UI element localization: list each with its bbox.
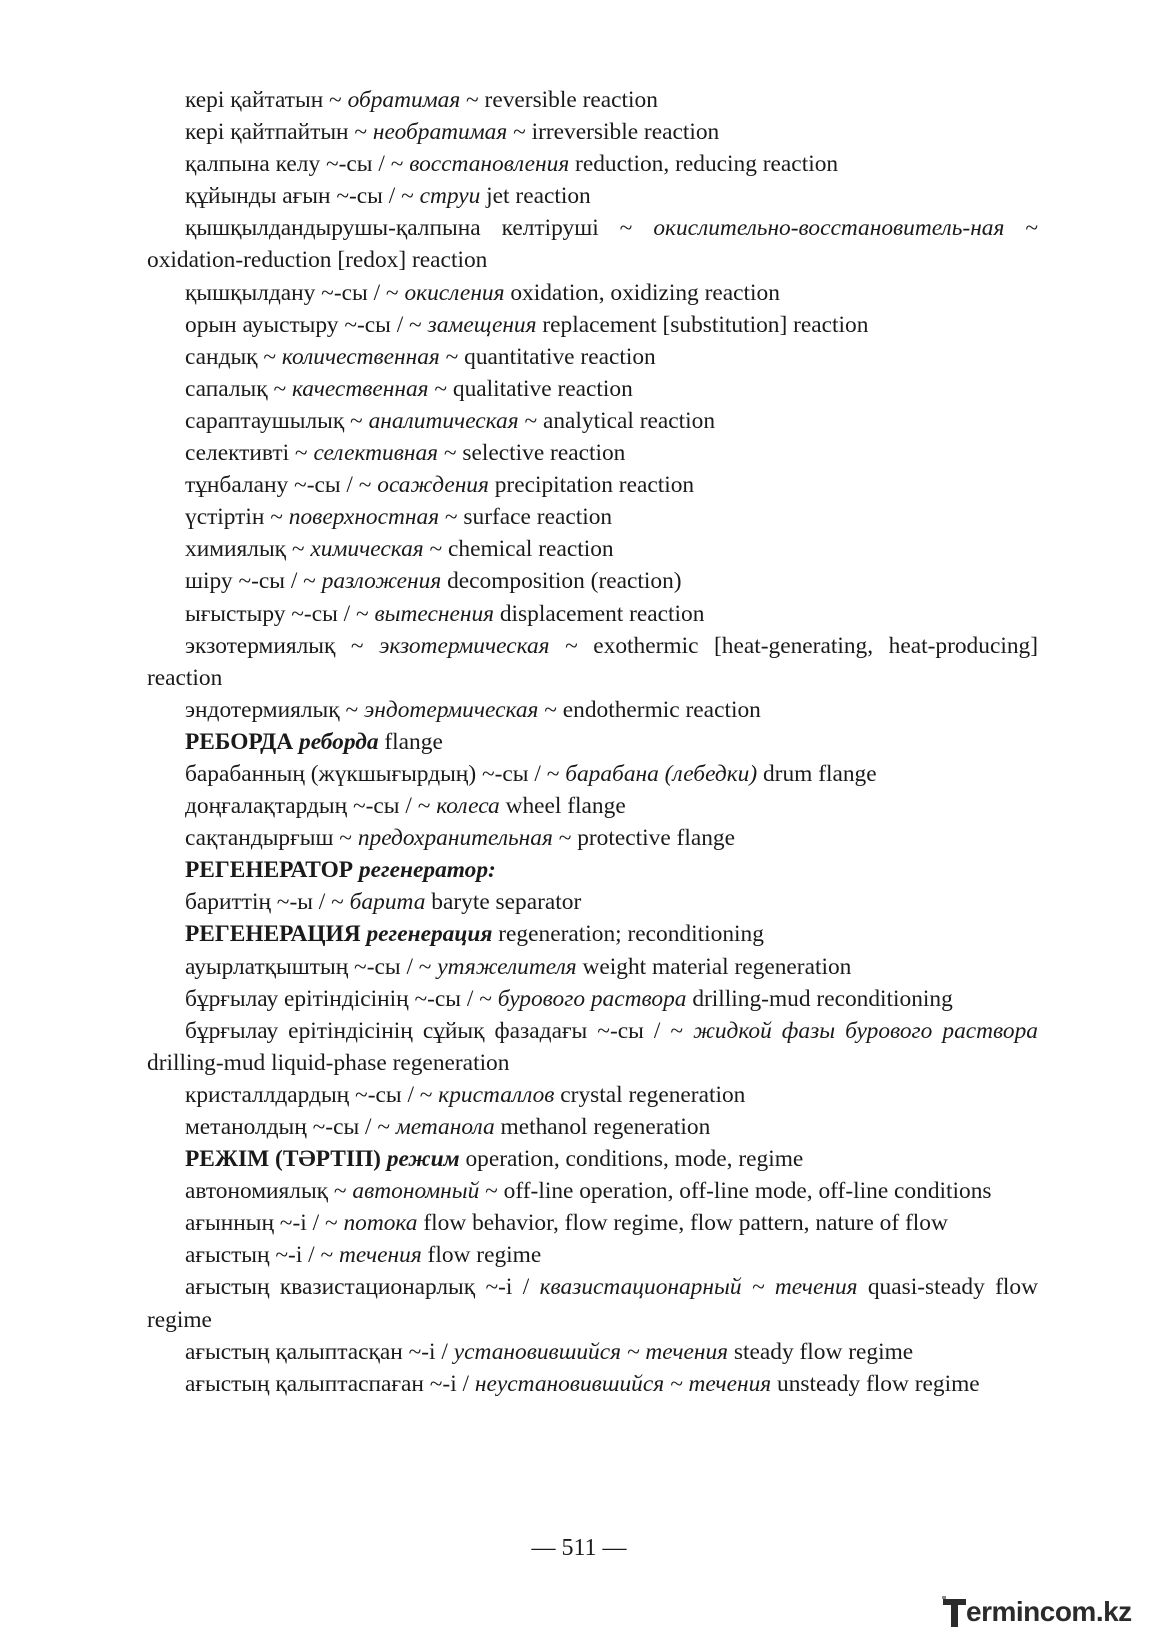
entry-russian-term: поверхностная — [288, 504, 440, 531]
entry-russian-term: вытеснения — [374, 600, 495, 627]
entry-text: decomposition (reaction) — [441, 568, 682, 595]
dictionary-entry — [147, 886, 1038, 918]
entry-russian-term: предохранительная — [357, 825, 553, 852]
entry-text: ~ quantitative reaction — [439, 343, 656, 370]
entry-russian-term: автономный — [352, 1178, 480, 1205]
entry-text: weight material regeneration — [576, 953, 852, 980]
entry-russian-term: кристаллов — [438, 1081, 555, 1108]
page-number: — 511 — — [531, 1535, 627, 1561]
dictionary-entry — [147, 405, 1038, 437]
entry-russian-term: экзотермическая — [379, 632, 550, 659]
entry-text: селективті ~ — [185, 440, 314, 467]
entry-text: бариттің ~-ы / ~ — [185, 889, 350, 916]
entry-text: сақтандырғыш ~ — [185, 825, 358, 852]
entry-russian-term: осаждения — [377, 472, 489, 499]
entry-russian-term: бурового раствора — [497, 985, 687, 1012]
entry-text: ~ surface reaction — [439, 504, 613, 531]
entry-russian-term: обратимая — [347, 87, 461, 113]
entry-text: ~ off-line operation, off-line mode, off-line conditions — [479, 1178, 992, 1205]
dictionary-entry — [147, 1271, 1038, 1335]
entry-text: метанолдың ~-сы / ~ — [185, 1114, 396, 1140]
entry-text: ағыстың квазистационарлық ~-і / — [185, 1274, 540, 1301]
entry-text: сандық ~ — [185, 343, 282, 370]
entry-headword: РЕГЕНЕРАЦИЯ — [185, 921, 367, 948]
entry-text: қышқылдану ~-сы / ~ — [185, 279, 405, 306]
entry-russian-term: барита — [349, 889, 426, 916]
entry-headword: регенератор: — [358, 857, 496, 884]
dictionary-entry — [147, 758, 1038, 790]
dictionary-entry — [147, 469, 1038, 501]
entry-text: ағыстың қалыптаспаған ~-і / — [185, 1370, 475, 1397]
dictionary-page — [147, 84, 1038, 1400]
entry-russian-term: установившийся ~ течения — [453, 1338, 729, 1365]
dictionary-entry — [147, 951, 1038, 983]
entry-text: ~ analytical reaction — [518, 407, 716, 434]
entry-text: қалпына келу ~-сы / ~ — [185, 151, 410, 178]
entry-text: drilling-mud liquid-phase regeneration — [147, 1049, 510, 1076]
dictionary-entry — [147, 533, 1038, 565]
entry-text: ауырлатқыштың ~-сы / ~ — [185, 953, 438, 980]
entry-russian-term: потока — [343, 1210, 418, 1237]
dictionary-entry — [147, 694, 1038, 726]
dictionary-entry — [147, 116, 1038, 148]
entry-russian-term: неустановившийся ~ течения — [474, 1370, 772, 1397]
entry-text: regeneration; reconditioning — [492, 921, 764, 948]
entry-russian-term: утяжелителя — [437, 953, 577, 980]
dictionary-entry — [147, 341, 1038, 373]
entry-text: flow behavior, flow regime, flow pattern, nature of flow — [417, 1210, 948, 1237]
entry-text: ~ oxidation-reduction [redox] reaction — [147, 215, 1038, 274]
entry-russian-term: количественная — [281, 343, 440, 370]
dictionary-entry — [147, 790, 1038, 822]
dictionary-entry — [147, 277, 1038, 309]
logo-text: ermincom.kz — [966, 1596, 1132, 1627]
dictionary-entry — [147, 1368, 1038, 1400]
dictionary-entry — [147, 918, 1038, 950]
entry-headword: реборда — [299, 728, 379, 755]
entry-text: ~ exothermic [heat-generating, heat-producing] reaction — [147, 632, 1039, 691]
entry-text: экзотермиялық ~ — [185, 632, 380, 659]
entry-text: operation, conditions, mode, regime — [459, 1146, 804, 1173]
entry-text: flange — [378, 728, 443, 755]
entry-text: reduction, reducing reaction — [569, 151, 839, 178]
entry-russian-term: течения — [339, 1242, 422, 1269]
entry-text: шіру ~-сы / ~ — [185, 568, 322, 595]
entry-text: тұнбалану ~-сы / ~ — [185, 472, 378, 499]
dictionary-entry — [147, 501, 1038, 533]
dictionary-entry — [147, 1111, 1038, 1143]
entry-text: барабанның (жүкшығырдың) ~-сы / ~ — [185, 760, 566, 787]
dictionary-entry — [147, 1239, 1038, 1271]
dictionary-entry — [147, 212, 1038, 276]
entry-text: jet reaction — [480, 183, 591, 210]
entry-text: бұрғылау ерітіндісінің ~-сы / ~ — [185, 985, 498, 1012]
entry-headword: регенерация — [366, 921, 493, 948]
entry-text: қышқылдандырушы-қалпына келтіруші ~ — [185, 215, 654, 242]
dictionary-entry — [147, 437, 1038, 469]
dictionary-entry — [147, 148, 1038, 180]
entry-headword: РЕГЕНЕРАТОР — [185, 857, 359, 884]
entry-text: ~ endothermic reaction — [538, 696, 761, 723]
entry-text: сараптаушылық ~ — [185, 407, 369, 434]
entry-text: ~ protective flange — [552, 825, 736, 852]
entry-text: oxidation, oxidizing reaction — [504, 279, 780, 306]
entry-russian-term: качественная — [291, 375, 429, 402]
entry-russian-term: химическая — [310, 536, 424, 563]
entry-russian-term: метанола — [395, 1114, 495, 1140]
entry-text: ~ reversible reaction — [460, 87, 658, 113]
entry-russian-term: аналитическая — [368, 407, 519, 434]
entry-text: methanol regeneration — [494, 1114, 711, 1140]
entry-text: crystal regeneration — [554, 1081, 746, 1108]
entry-text: ~ chemical reaction — [423, 536, 614, 563]
entry-russian-term: барабана (лебедки) — [565, 760, 758, 787]
dictionary-entry — [147, 1079, 1038, 1111]
entry-russian-term: квазистационарный ~ течения — [539, 1274, 858, 1301]
entry-text: unsteady flow regime — [771, 1370, 980, 1397]
entry-text: автономиялық ~ — [185, 1178, 353, 1205]
entry-text: replacement [substitution] reaction — [536, 311, 869, 338]
dictionary-entry — [147, 1207, 1038, 1239]
entry-russian-term: окислительно-восстановитель-ная — [653, 215, 1005, 242]
dictionary-entry — [147, 180, 1038, 212]
entry-text: ағыстың ~-і / ~ — [185, 1242, 340, 1269]
entry-russian-term: жидкой фазы бурового раствора — [693, 1017, 1038, 1044]
dictionary-entry — [147, 84, 1038, 116]
dictionary-entry — [147, 726, 1038, 758]
entry-text: ағынның ~-і / ~ — [185, 1210, 344, 1237]
entry-russian-term: замещения — [427, 311, 537, 338]
entry-text: precipitation reaction — [488, 472, 695, 499]
entry-text: ығыстыру ~-сы / ~ — [185, 600, 375, 627]
dictionary-entry — [147, 1336, 1038, 1368]
entry-russian-term: необратимая — [372, 119, 508, 146]
entry-text: орын ауыстыру ~-сы / ~ — [185, 311, 428, 338]
dictionary-entry — [147, 1175, 1038, 1207]
dictionary-entry — [147, 1143, 1038, 1175]
entry-russian-term: колеса — [436, 793, 500, 820]
entry-text: үстіртін ~ — [185, 504, 289, 531]
dictionary-entry — [147, 630, 1038, 694]
dictionary-entry — [147, 822, 1038, 854]
logo-t-icon — [942, 1596, 968, 1630]
entry-russian-term: эндотермическая — [363, 696, 539, 723]
entry-text: quasi-steady flow regime — [147, 1274, 1038, 1333]
dictionary-entry — [147, 983, 1038, 1015]
entry-text: steady flow regime — [728, 1338, 914, 1365]
entry-text: кері қайтатын ~ — [185, 87, 348, 113]
dictionary-entry — [147, 598, 1038, 630]
entry-text: эндотермиялық ~ — [185, 696, 364, 723]
dictionary-entry — [147, 1015, 1038, 1079]
entry-text: displacement reaction — [494, 600, 705, 627]
dictionary-entry — [147, 565, 1038, 597]
entry-text: сапалық ~ — [185, 375, 292, 402]
entry-text: ~ selective reaction — [438, 440, 626, 467]
entry-text: drum flange — [757, 760, 877, 787]
entry-text: доңғалақтардың ~-сы / ~ — [185, 793, 437, 820]
entry-text: ағыстың қалыптасқан ~-і / — [185, 1338, 454, 1365]
entry-russian-term: разложения — [321, 568, 442, 595]
entry-text: бұрғылау ерітіндісінің сұйық фазадағы ~-сы / ~ — [185, 1017, 694, 1044]
entry-text: химиялық ~ — [185, 536, 311, 563]
entry-text: baryte separator — [425, 889, 582, 916]
entry-russian-term: окисления — [404, 279, 505, 306]
entry-russian-term: селективная — [313, 440, 439, 467]
dictionary-entry — [147, 854, 1038, 886]
entry-headword: режим — [386, 1146, 460, 1173]
entry-headword: РЕЖІМ (ТӘРТІП) — [185, 1146, 387, 1173]
entry-text: кері қайтпайтын ~ — [185, 119, 373, 146]
entry-text: құйынды ағын ~-сы / ~ — [185, 183, 420, 210]
entry-russian-term: струи — [419, 183, 481, 210]
entry-text: ~ irreversible reaction — [507, 119, 720, 146]
entry-text: ~ qualitative reaction — [428, 375, 633, 402]
termincom-logo — [942, 1596, 1152, 1632]
entry-text: wheel flange — [499, 793, 626, 820]
entry-headword: РЕБОРДА — [185, 728, 300, 755]
entry-text: drilling-mud reconditioning — [686, 985, 953, 1012]
dictionary-entry — [147, 309, 1038, 341]
entry-russian-term: восстановления — [409, 151, 570, 178]
entry-text: кристаллдардың ~-сы / ~ — [185, 1081, 439, 1108]
entry-text: flow regime — [421, 1242, 542, 1269]
dictionary-entry — [147, 373, 1038, 405]
